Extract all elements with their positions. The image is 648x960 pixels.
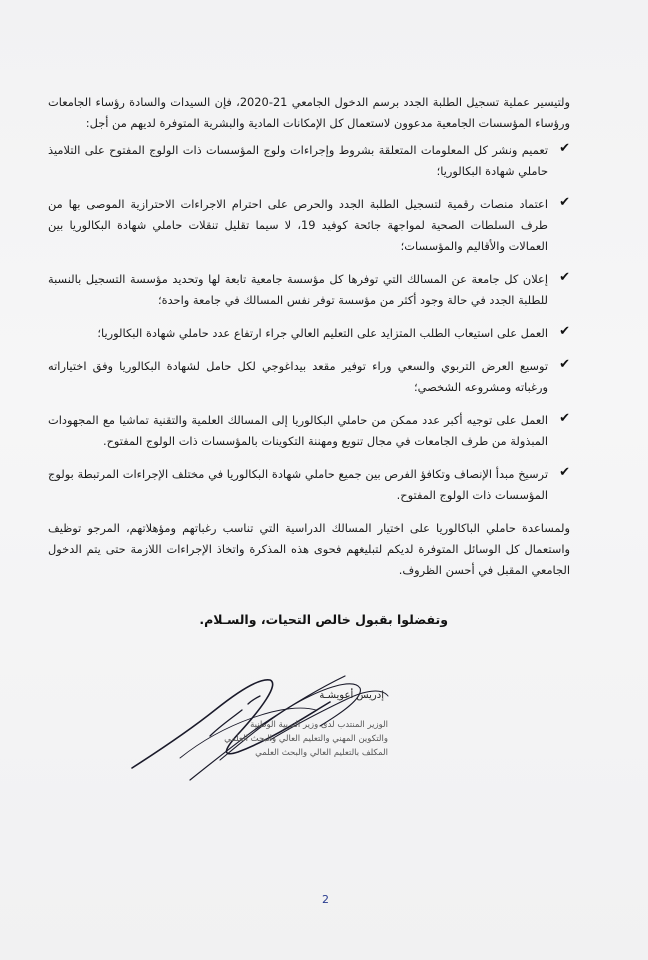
list-item-text: توسيع العرض التربوي والسعي وراء توفير مقعد بيداغوجي لكل حامل لشهادة البكالوريا وفق اختياراته ورغباته ومشروعه الشخصي؛ — [48, 359, 548, 394]
list-item — [48, 356, 570, 398]
signature-scribble — [120, 640, 480, 790]
list-item-text: إعلان كل جامعة عن المسالك التي توفرها كل مؤسسة جامعية تابعة لها وتحديد مؤسسة التسجيل بالنسبة للطلبة الجدد في حالة وجود أكثر من مؤسسة توفر نفس المسالك في جامعة واحدة؛ — [48, 272, 548, 307]
check-mark-icon: ✔ — [559, 357, 570, 372]
signature-block — [120, 640, 480, 790]
intro-paragraph: ولتيسير عملية تسجيل الطلبة الجدد برسم الدخول الجامعي 21-2020، فإن السيدات والسادة رؤساء الجامعات ورؤساء المؤسسات الجامعية مدعوون لاستعمال كل الإمكانات المادية والبشرية المتوفرة لديهم من أجل: — [48, 95, 571, 130]
check-mark-icon: ✔ — [559, 270, 570, 285]
measures-list — [48, 140, 570, 506]
document-body — [48, 92, 570, 581]
closing-paragraph: ولمساعدة حاملي الباكالوريا على اختيار المسالك الدراسية التي تناسب رغباتهم ومؤهلاتهم، المرجو توظيف واستعمال كل الوسائل المتوفرة لديكم لتبليغهم فحوى هذه المذكرة واتخاذ الإجراءات اللازمة حتى يتم الدخول الجامعي المقبل في أحسن الظروف. — [48, 521, 570, 577]
list-item — [48, 140, 570, 182]
list-item-text: العمل على توجيه أكبر عدد ممكن من حاملي البكالوريا إلى المسالك العلمية والتقنية تماشيا مع المجهودات المبذولة من طرف الجامعات في مجال تنويع ومهننة التكوينات بالمؤسسات ذات الولوج المفتوح. — [48, 413, 548, 448]
list-item-text: العمل على استيعاب الطلب المتزايد على التعليم العالي جراء ارتفاع عدد حاملي شهادة البكالوريا؛ — [97, 326, 548, 340]
check-mark-icon: ✔ — [559, 141, 570, 156]
page-number: 2 — [322, 893, 329, 906]
signer-name: إدريس أعويشـة — [319, 690, 384, 701]
list-item — [48, 410, 570, 452]
check-mark-icon: ✔ — [559, 195, 570, 210]
list-item — [48, 323, 570, 344]
list-item-text: ترسيخ مبدأ الإنصاف وتكافؤ الفرص بين جميع حاملي شهادة البكالوريا في مختلف الإجراءات المرتبطة بولوج المؤسسات ذات الولوج المفتوح. — [48, 467, 548, 502]
list-item — [48, 269, 570, 311]
check-mark-icon: ✔ — [559, 411, 570, 426]
list-item-text: اعتماد منصات رقمية لتسجيل الطلبة الجدد والحرص على احترام الاجراءات الاحترازية الموصى بها من طرف السلطات الصحية لمواجهة جائحة كوفيد 19، لا سيما تقليل تنقلات حاملي شهادة البكالوريا بين العمالات والأقاليم والمؤسسات؛ — [48, 197, 548, 253]
check-mark-icon: ✔ — [559, 324, 570, 339]
check-mark-icon: ✔ — [559, 465, 570, 480]
list-item — [48, 194, 570, 257]
signer-title: الوزير المنتدب لدى وزير التربية الوطنية والتكوين المهني والتعليم العالي والبحث العلمي المكلف بالتعليم العالي والبحث العلمي — [224, 720, 388, 758]
list-item — [48, 464, 570, 506]
list-item-text: تعميم ونشر كل المعلومات المتعلقة بشروط وإجراءات ولوج المؤسسات ذات الولوج المفتوح على التلاميذ حاملي شهادة البكالوريا؛ — [48, 143, 548, 178]
salutation: وتفضلوا بقبول خالص التحيات، والسـلام. — [199, 612, 448, 627]
